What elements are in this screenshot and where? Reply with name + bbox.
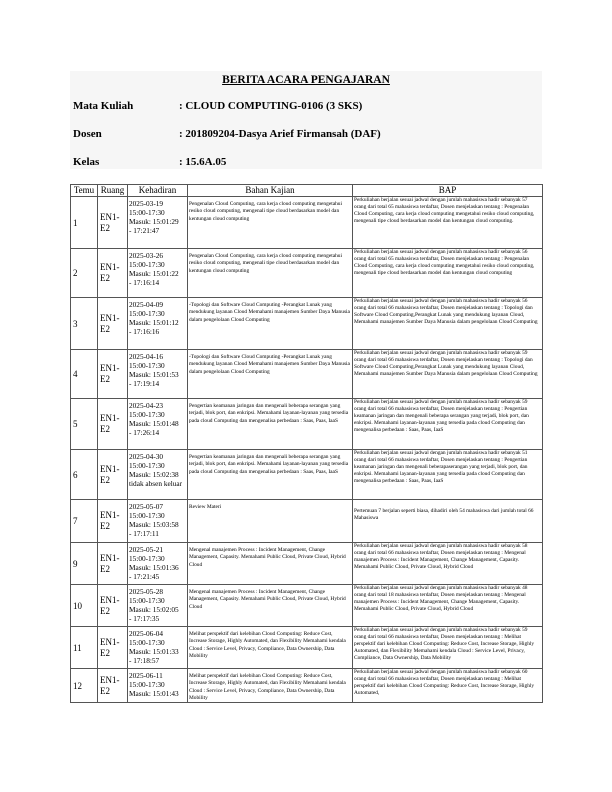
topic-cell: Pengertian keamanan jaringan dan mengenali beberapa serangan yang terjadi, blok port, dan enkripsi. Memahami layanan-layanan yang tersedia pada cloud Computing dan mengenalisa perbedaan : Saas, Paas, IaaS xyxy=(188,399,353,450)
topic-cell: -Topologi dan Software Cloud Computing -Perangkat Lunak yang mendukung layanan Cloud Memahami manajemen Sumber Daya Manusia dalam pengelolaan Cloud Computing xyxy=(188,298,353,350)
room-code: EN1-E2 xyxy=(98,669,128,703)
attendance-line: 15:00-17:30 xyxy=(129,554,165,564)
attendance-cell xyxy=(128,450,188,500)
attendance-line: Masuk: 15:01:43 xyxy=(129,689,179,699)
attendance-line: - 17:18:57 xyxy=(129,656,160,666)
room-code: EN1-E2 xyxy=(98,399,128,450)
attendance-line: 2025-06-11 xyxy=(129,671,163,680)
attendance-line: - 17:17:35 xyxy=(129,614,160,624)
course-label: Mata Kuliah xyxy=(73,100,134,112)
attendance-line: 2025-03-26 xyxy=(129,251,164,260)
lecturer-value: : 201809204-Dasya Arief Firmansah (DAF) xyxy=(179,128,381,140)
topic-cell: Melihat perspektif dari kelebihan Cloud Computing: Reduce Cost, Increase Storage, Highly Automated, dan Flexibility Memahami kendala Cloud : Service Level, Privacy, Compliance, Data Ownership, Data Mobility xyxy=(188,627,353,669)
attendance-line: 2025-04-30 xyxy=(129,452,164,461)
attendance-cell xyxy=(128,585,188,627)
meeting-number: 10 xyxy=(71,585,98,627)
attendance-cell xyxy=(128,197,188,249)
attendance-line: 15:00-17:30 xyxy=(129,260,165,270)
table-row xyxy=(71,585,543,627)
attendance-line: - 17:17:11 xyxy=(129,529,159,539)
course-value: : CLOUD COMPUTING-0106 (3 SKS) xyxy=(179,100,363,112)
attendance-cell xyxy=(128,669,188,703)
attendance-line: - 17:21:47 xyxy=(129,226,160,236)
topic-cell: Pengenalan Cloud Computing, cara kerja cloud computing mengetahui resiko cloud computing, mengenali tipe cloud berdasarkan model dan kentungan cloud computing xyxy=(188,249,353,298)
room-code: EN1-E2 xyxy=(98,450,128,500)
attendance-line: 15:00-17:30 xyxy=(129,596,165,606)
attendance-line: Masuk: 15:01:22 xyxy=(129,269,179,279)
attendance-line: 2025-04-23 xyxy=(129,401,164,410)
attendance-line: 15:00-17:30 xyxy=(129,410,165,420)
room-code: EN1-E2 xyxy=(98,249,128,298)
header-room: Ruang xyxy=(98,185,128,197)
bap-cell: Perkuliahan berjalan sesuai jadwal dengan jumlah mahasiswa hadir sebanyak 60 orang dari total 66 mahasiswa terdaftar, Dosen menjelaskan tentang : Melihat perspektif dari kelebihan Cloud Computing: Reduce Cost, Increase Storage, Highly Automated, xyxy=(353,669,543,703)
attendance-line: 2025-04-16 xyxy=(129,352,164,361)
lecturer-field xyxy=(73,128,381,140)
bap-cell: Perkuliahan berjalan sesuai jadwal dengan jumlah mahasiswa hadir sebanyak 51 orang dari total 66 mahasiswa terdaftar, Dosen menjelaskan tentang : Pengertian keamanan jaringan dan mengenali beberapaserangan yang terjadi, blok port, dan enkripsi. Memahami layanan-layanan yang tersedia pada cloud Computing dan mengenalisa perbedaan : Saas, Paas, IaaS xyxy=(353,450,543,500)
attendance-cell xyxy=(128,350,188,399)
meeting-number: 11 xyxy=(71,627,98,669)
bap-cell: Perkuliahan berjalan sesuai jadwal dengan jumlah mahasiswa hadir sebanyak 58 orang dari total 66 mahasiswa terdaftar, Dosen menjelaskan tentang : Mengenal manajemen Process : Incident Management, Change Management, Capasity. Memahami Public Cloud, Private Cloud, Hybrid Cloud xyxy=(353,543,543,585)
meeting-number: 4 xyxy=(71,350,98,399)
attendance-line: - 17:16:14 xyxy=(129,278,160,288)
table-row xyxy=(71,298,543,350)
attendance-cell xyxy=(128,500,188,543)
table-row xyxy=(71,627,543,669)
table-row xyxy=(71,350,543,399)
meeting-number: 2 xyxy=(71,249,98,298)
topic-cell: -Topologi dan Software Cloud Computing -Perangkat Lunak yang mendukung layanan Cloud Memahami manajemen Sumber Daya Manusia dalam pengelolaan Cloud Computing xyxy=(188,350,353,399)
bap-cell: Perkuliahan berjalan sesuai jadwal dengan jumlah mahasiswa hadir sebanyak 56 orang dari total 65 mahasiswa terdaftar, Dosen menjelaskan tentang : Pengenalan Cloud Computing, cara kerja cloud computing mengetahui resiko cloud computing, mengenali tipe cloud berdasarkan model dan kentungan cloud computing xyxy=(353,249,543,298)
attendance-line: Masuk: 15:01:36 xyxy=(129,563,179,573)
meeting-number: 9 xyxy=(71,543,98,585)
attendance-line: - 17:16:16 xyxy=(129,327,160,337)
room-code: EN1-E2 xyxy=(98,585,128,627)
topic-cell: Mengenal manajemen Process : Incident Management, Change Management, Capasity. Memahami Public Cloud, Private Cloud, Hybrid Cloud xyxy=(188,585,353,627)
table-row xyxy=(71,399,543,450)
document-header xyxy=(70,71,542,169)
bap-cell: Perkuliahan berjalan sesuai jadwal dengan jumlah mahasiswa hadir sebanyak 56 orang dari total 66 mahasiswa terdaftar, Dosen menjelaskan tentang : Topologi dan Software Cloud Computing,Perangkat Lunak yang mendukung layanan Cloud, Memahami manajemen Sumber Daya Manusia dalam pengelolaan Cloud Computing xyxy=(353,298,543,350)
meeting-number: 1 xyxy=(71,197,98,249)
meeting-number: 6 xyxy=(71,450,98,500)
room-code: EN1-E2 xyxy=(98,197,128,249)
bap-cell: Perkuliahan berjalan sesuai jadwal dengan jumlah mahasiswa hadir sebanyak 59 orang dari total 66 mahasiswa terdaftar, Dosen menjelaskan tentang : Pengertian keamanan jaringan dan mengenali beberapa serangan yang terjadi, blok port, dan enkripsi. Memahami layanan-layanan yang tersedia pada cloud Computing dan mengenalisa perbedaan : Saas, Paas, IaaS xyxy=(353,399,543,450)
attendance-line: 2025-03-19 xyxy=(129,199,164,208)
table-row xyxy=(71,543,543,585)
attendance-line: 2025-04-09 xyxy=(129,300,164,309)
attendance-line: Masuk: 15:02:38 xyxy=(129,470,179,480)
meeting-number: 7 xyxy=(71,500,98,543)
table-row xyxy=(71,450,543,500)
table-row xyxy=(71,197,543,249)
attendance-line: Masuk: 15:03:58 xyxy=(129,520,179,530)
bap-cell: Perkuliahan berjalan sesuai jadwal dengan jumlah mahasiswa hadir sebanyak 48 orang dari total 18 mahasiswa terdaftar, Dosen menjelaskan tentang : Mengenal manajemen Process : Incident Management, Change Management, Capasity. Memahami Public Cloud, Private Cloud, Hybrid Cloud xyxy=(353,585,543,627)
attendance-line: 2025-05-28 xyxy=(129,587,164,596)
attendance-line: 15:00-17:30 xyxy=(129,309,165,319)
meeting-number: 5 xyxy=(71,399,98,450)
header-bap: BAP xyxy=(353,185,543,197)
room-code: EN1-E2 xyxy=(98,500,128,543)
lecturer-label: Dosen xyxy=(73,128,102,140)
topic-cell: Mengenal manajemen Process : Incident Management, Change Management, Capasity. Memahami Public Cloud, Private Cloud, Hybrid Cloud xyxy=(188,543,353,585)
table-header-row xyxy=(71,185,543,197)
attendance-line: 15:00-17:30 xyxy=(129,361,165,371)
table-row xyxy=(71,500,543,543)
attendance-line: 2025-05-21 xyxy=(129,545,164,554)
attendance-line: - 17:21:45 xyxy=(129,572,160,582)
attendance-line: - 17:26:14 xyxy=(129,428,160,438)
table-row xyxy=(71,669,543,703)
attendance-line: 15:00-17:30 xyxy=(129,461,165,471)
attendance-line: - 17:19:14 xyxy=(129,379,160,389)
attendance-line: 2025-05-07 xyxy=(129,502,164,511)
attendance-cell xyxy=(128,298,188,350)
room-code: EN1-E2 xyxy=(98,627,128,669)
attendance-line: 15:00-17:30 xyxy=(129,638,165,648)
topic-cell: Review Materi xyxy=(188,500,353,543)
table-body xyxy=(71,197,543,703)
meeting-number: 3 xyxy=(71,298,98,350)
bap-cell: Perkuliahan berjalan sesuai jadwal dengan jumlah mahasiswa hadir sebanyak 59 orang dari total 66 mahasiswa terdaftar, Dosen menjelaskan tentang : Melihat perspektif dari kelebihan Cloud Computing: Reduce Cost, Increase Storage, Highly Automated, dan Flexibility Memahami kendala Cloud : Service Level, Privacy, Compliance, Data Ownership, Data Mobility xyxy=(353,627,543,669)
topic-cell: Pengertian keamanan jaringan dan mengenali beberapa serangan yang terjadi, blok port, dan enkripsi. Memahami layanan-layanan yang tersedia pada cloud Computing dan mengenalisa perbedaan : Saas, Paas, IaaS xyxy=(188,450,353,500)
attendance-line: Masuk: 15:01:53 xyxy=(129,370,179,380)
class-value: : 15.6A.05 xyxy=(179,156,227,168)
attendance-line: 15:00-17:30 xyxy=(129,511,165,521)
attendance-line: 15:00-17:30 xyxy=(129,680,165,690)
attendance-line: Masuk: 15:01:33 xyxy=(129,647,179,657)
course-field xyxy=(73,100,362,112)
topic-cell: Pengenalan Cloud Computing, cara kerja cloud computing mengetahui resiko cloud computing, mengenali tipe cloud berdasarkan model dan kentungan cloud computing xyxy=(188,197,353,249)
class-label: Kelas xyxy=(73,156,100,168)
attendance-cell xyxy=(128,627,188,669)
header-topic: Bahan Kajian xyxy=(188,185,353,197)
table-row xyxy=(71,249,543,298)
attendance-cell xyxy=(128,249,188,298)
attendance-line: Masuk: 15:02:05 xyxy=(129,605,179,615)
room-code: EN1-E2 xyxy=(98,350,128,399)
attendance-line: Masuk: 15:01:12 xyxy=(129,318,179,328)
header-attendance: Kehadiran xyxy=(128,185,188,197)
attendance-cell xyxy=(128,399,188,450)
header-meeting: Temu xyxy=(71,185,98,197)
attendance-line: tidak absen keluar xyxy=(129,479,183,489)
bap-cell: Perkuliahan berjalan sesuai jadwal dengan jumlah mahasiswa hadir sebanyak 59 orang dari total 66 mahasiswa terdaftar, Dosen menjelaskan tentang : Topologi dan Software Cloud Computing,Perangkat Lunak yang mendukung layanan Cloud, Memahami manajemen Sumber Daya Manusia dalam pengelolaan Cloud Computing xyxy=(353,350,543,399)
bap-cell: Perkuliahan berjalan sesuai jadwal dengan jumlah mahasiswa hadir sebanyak 57 orang dari total 65 mahasiswa terdaftar, Dosen menjelaskan tentang : Pengenalan Cloud Computing, cara kerja cloud computing mengetahui resiko cloud computing, mengenali tipe cloud berdasarkan model dan kentungan cloud computing. xyxy=(353,197,543,249)
room-code: EN1-E2 xyxy=(98,543,128,585)
class-field xyxy=(73,156,226,168)
topic-cell: Melihat perspektif dari kelebihan Cloud Computing: Reduce Cost, Increase Storage, Highly Automated, dan Flexibility Memahami kendala Cloud : Service Level, Privacy, Compliance, Data Ownership, Data Mobility xyxy=(188,669,353,703)
document-title: BERITA ACARA PENGAJARAN xyxy=(222,74,390,86)
attendance-line: Masuk: 15:01:48 xyxy=(129,419,179,429)
bap-cell: Pertemuan 7 berjalan seperti biasa, dihadiri oleh 54 mahasiswa dari jumlah total 66 Mahasiswa xyxy=(353,500,543,543)
meeting-number: 12 xyxy=(71,669,98,703)
attendance-line: Masuk: 15:01:29 xyxy=(129,217,179,227)
attendance-table xyxy=(70,184,543,703)
attendance-line: 2025-06-04 xyxy=(129,629,164,638)
room-code: EN1-E2 xyxy=(98,298,128,350)
attendance-line: 15:00-17:30 xyxy=(129,208,165,218)
attendance-cell xyxy=(128,543,188,585)
